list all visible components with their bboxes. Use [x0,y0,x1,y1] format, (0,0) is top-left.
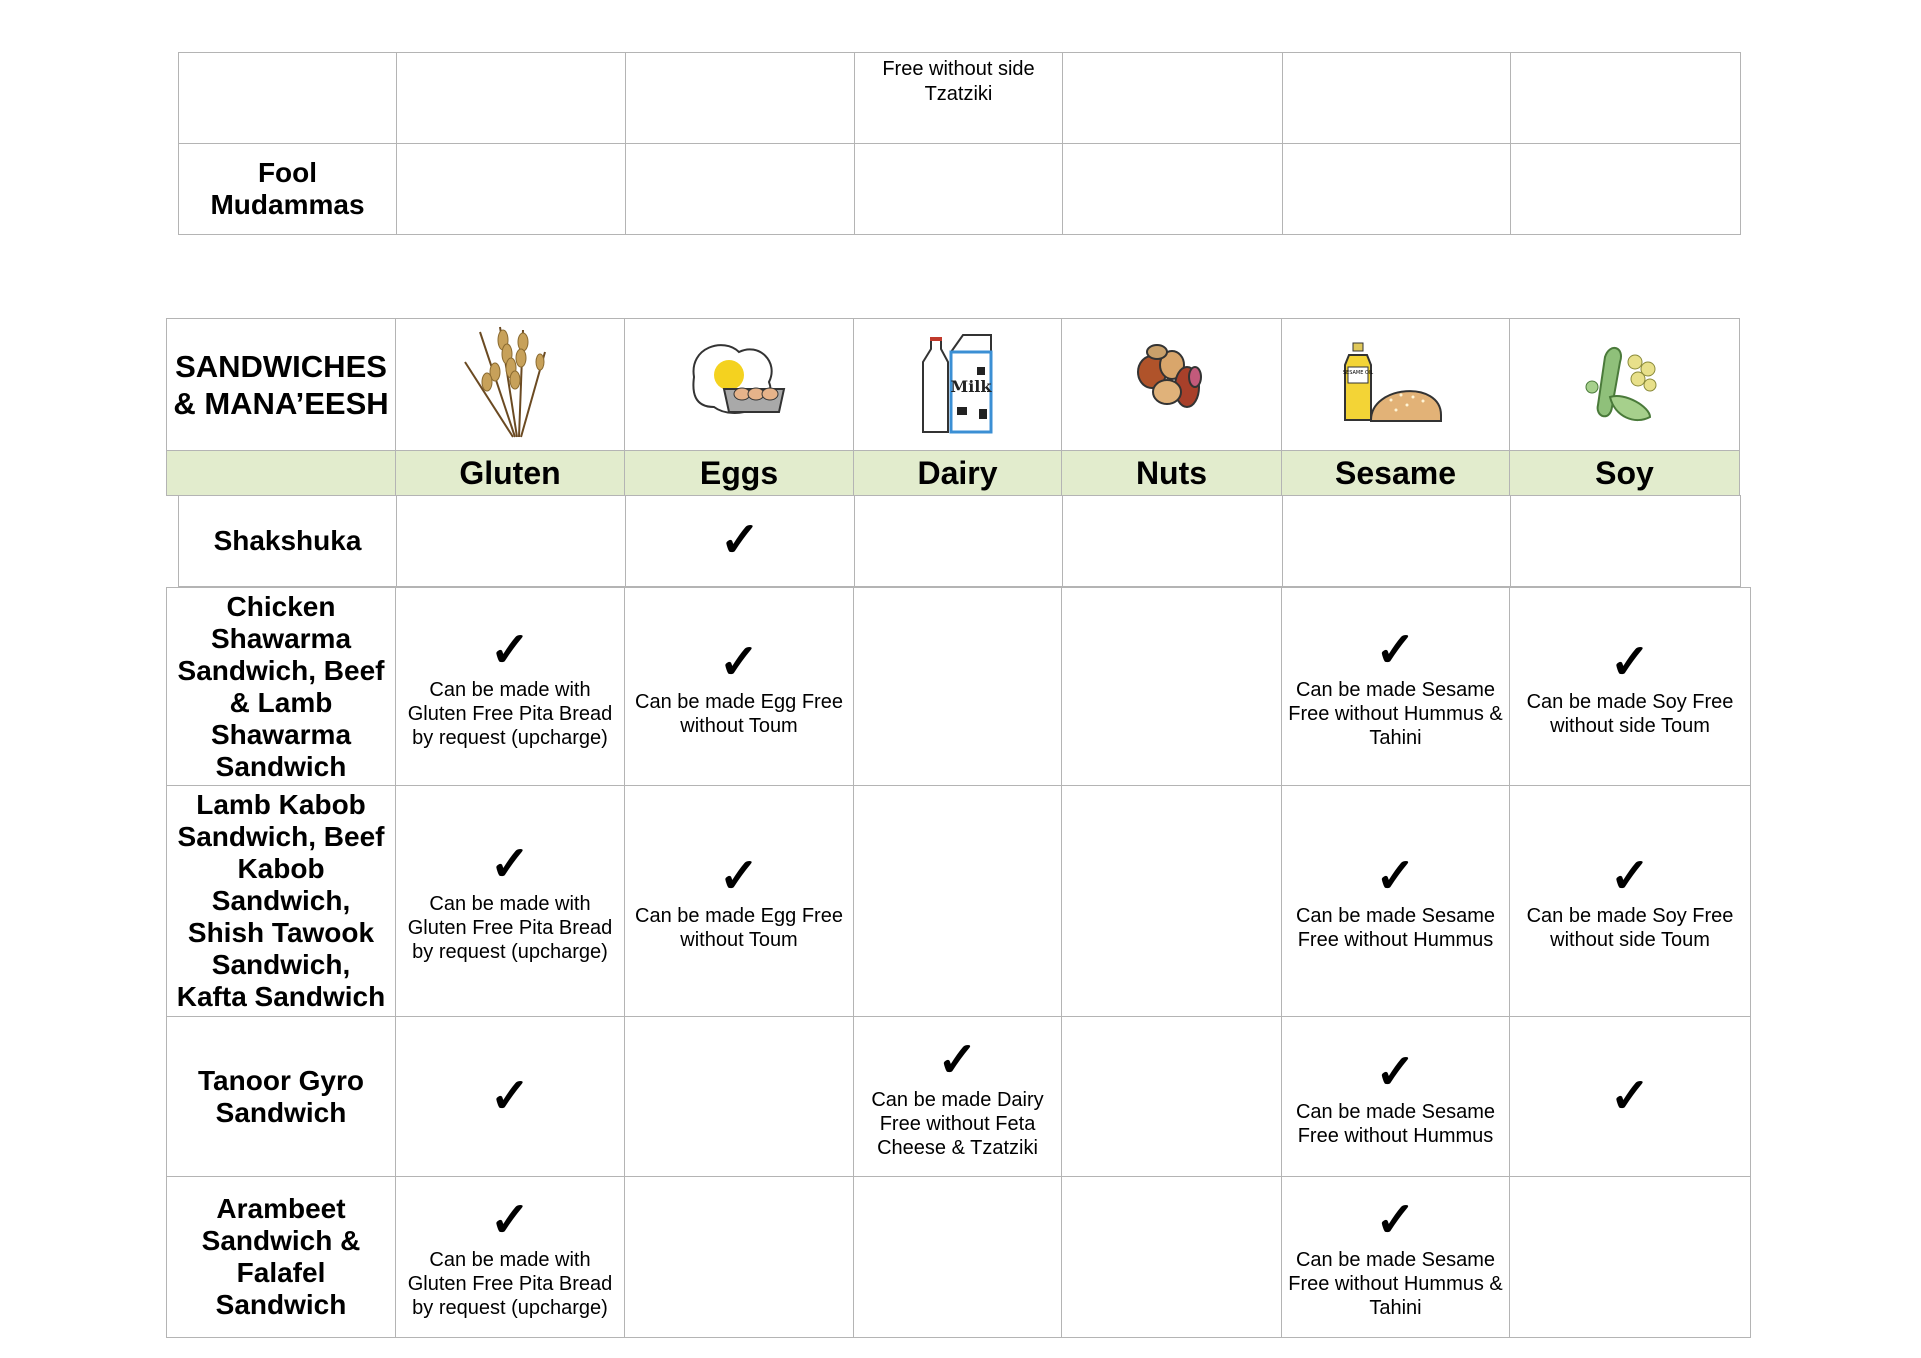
eggs-cell [625,588,854,786]
allergen-note: Can be made Egg Free without Toum [635,690,843,737]
column-header-sesame: Sesame [1282,451,1510,496]
svg-text:Milk: Milk [950,377,991,396]
dairy-cell [854,1017,1062,1177]
check-mark-icon: ✓ [937,1033,978,1087]
gluten-cell [396,786,625,1017]
dish-name: Lamb Kabob Sandwich, Beef Kabob Sandwich, Shish Tawook Sandwich, Kafta Sandwich [167,786,396,1017]
eggs-cell [625,786,854,1017]
dairy-cell [854,1177,1062,1338]
check-mark-icon: ✓ [1609,1069,1651,1123]
allergen-note: Can be made with Gluten Free Pita Bread by request (upcharge) [407,678,613,749]
check-mark-icon: ✓ [718,635,760,689]
nuts-cell [1062,786,1282,1017]
soy-cell [1510,1177,1751,1338]
gluten-cell [397,496,626,587]
check-mark-icon: ✓ [1375,850,1416,903]
check-mark-icon: ✓ [1375,1194,1416,1247]
check-mark-icon: ✓ [489,1069,531,1123]
allergen-note: Can be made with Gluten Free Pita Bread by request (upcharge) [407,1249,613,1319]
gluten-cell [397,53,626,144]
table-row [179,496,1741,587]
eggs-cell [626,53,855,144]
allergen-note: Can be made Sesame Free without Hummus [1295,1100,1495,1147]
dish-name: Tanoor Gyro Sandwich [167,1017,396,1177]
column-header-gluten: Gluten [396,451,625,496]
nuts-cell [1062,1177,1282,1338]
eggs-cell [625,1017,854,1177]
eggs-cell [626,496,855,587]
header-blank [167,451,396,496]
sesame-cell [1283,53,1511,144]
soy-cell [1510,1017,1751,1177]
nuts-cell [1062,588,1282,786]
soy-cell [1511,496,1741,587]
eggs-cell [626,144,855,235]
nuts-cell [1063,53,1283,144]
check-mark-icon: ✓ [489,838,531,891]
nuts-cell [1063,496,1283,587]
allergen-note: Can be made Soy Free without side Toum [1526,690,1734,737]
column-header-row [167,451,1740,496]
column-header-nuts: Nuts [1062,451,1282,496]
table-row [167,1017,1751,1177]
nuts-icon [1062,319,1282,451]
column-header-soy: Soy [1510,451,1740,496]
soy-icon [1510,319,1740,451]
table-row [167,786,1751,1017]
dairy-cell [854,786,1062,1017]
check-mark-icon: ✓ [719,514,761,567]
dairy-cell [854,588,1062,786]
egg-icon [625,319,854,451]
sandwich-header-table [166,318,1740,496]
gluten-cell [396,1017,625,1177]
allergen-note: Can be made Sesame Free without Hummus & Tahini [1288,1249,1503,1319]
svg-text:SESAME OIL: SESAME OIL [1342,369,1373,376]
wheat-icon [396,319,625,451]
column-header-dairy: Dairy [854,451,1062,496]
sandwich-allergen-table [166,587,1751,1338]
check-mark-icon: ✓ [1375,623,1416,677]
sesame-cell [1282,588,1510,786]
sesame-cell [1282,1177,1510,1338]
allergen-note: Can be made Egg Free without Toum [635,905,843,951]
gluten-cell [396,588,625,786]
allergen-note: Can be made Dairy Free without Feta Cheese & Tzatziki [871,1088,1044,1159]
gluten-cell [396,1177,625,1338]
dish-name: Shakshuka [179,496,397,587]
soy-cell [1511,144,1741,235]
column-header-eggs: Eggs [625,451,854,496]
table-row [167,588,1751,786]
table-row [167,1177,1751,1338]
sesame-cell [1283,144,1511,235]
check-mark-icon: ✓ [1609,850,1651,903]
nuts-cell [1063,144,1283,235]
dish-name: Arambeet Sandwich & Falafel Sandwich [167,1177,396,1338]
dish-name: Chicken Shawarma Sandwich, Beef & Lamb Shawarma Sandwich [167,588,396,786]
check-mark-icon: ✓ [1609,635,1651,689]
dish-name [179,53,397,144]
dish-name: Fool Mudammas [179,144,397,235]
check-mark-icon: ✓ [1375,1045,1416,1099]
table-row [179,144,1741,235]
soy-cell [1510,588,1751,786]
sesame-icon [1282,319,1510,451]
table-row [179,53,1741,144]
dairy-cell [855,496,1063,587]
nuts-cell [1062,1017,1282,1177]
top-allergen-table [178,52,1741,235]
icon-row [167,319,1740,451]
milk-icon [854,319,1062,451]
section-title: SANDWICHES & MANA’EESH [167,319,396,451]
check-mark-icon: ✓ [489,1194,531,1247]
dairy-cell [855,144,1063,235]
check-mark-icon: ✓ [489,623,531,677]
check-mark-icon: ✓ [718,850,760,903]
shakshuka-table [178,495,1741,587]
allergen-note: Can be made Sesame Free without Hummus & Tahini [1288,678,1503,749]
eggs-cell [625,1177,854,1338]
sesame-cell [1283,496,1511,587]
allergen-note: Can be made with Gluten Free Pita Bread by request (upcharge) [407,893,613,963]
soy-cell [1511,53,1741,144]
allergen-note: Can be made Soy Free without side Toum [1526,905,1734,951]
soy-cell [1510,786,1751,1017]
sesame-cell [1282,1017,1510,1177]
gluten-cell [397,144,626,235]
dairy-note: Free without side Tzatziki [855,53,1063,144]
allergen-note: Can be made Sesame Free without Hummus [1295,905,1495,951]
sesame-cell [1282,786,1510,1017]
